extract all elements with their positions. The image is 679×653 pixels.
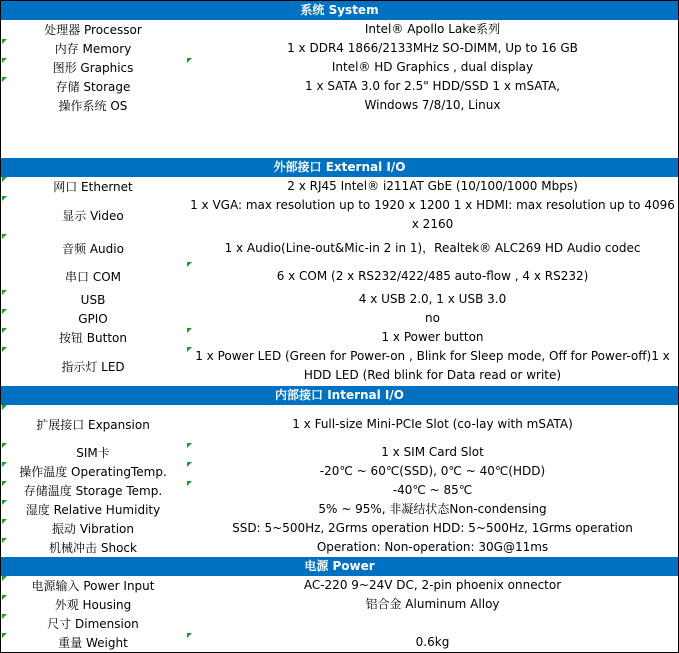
- spec-value: Windows 7/8/10, Linux: [364, 98, 501, 112]
- spec-value: 铝合金 Aluminum Alloy: [365, 597, 500, 611]
- spec-label: 机械冲击 Shock: [49, 541, 137, 555]
- spec-value: 1 x Full-size Mini-PCIe Slot (co-lay with mSATA): [292, 416, 573, 431]
- spec-value: Intel® Apollo Lake系列: [364, 22, 501, 36]
- spec-row-graphics: [1, 58, 678, 77]
- spec-value: 1 x DDR4 1866/2133MHz SO-DIMM, Up to 16 GB: [287, 41, 578, 55]
- spec-row-expansion: [1, 405, 678, 443]
- spec-value: 2 x RJ45 Intel® i211AT GbE (10/100/1000 Mbps): [287, 179, 578, 193]
- spec-row-storage: [1, 77, 678, 96]
- spec-label: 音频 Audio: [62, 241, 124, 256]
- section-header-system: 系统 System: [1, 1, 678, 20]
- spec-value: 4 x USB 2.0, 1 x USB 3.0: [358, 292, 507, 306]
- spec-label: 按钮 Button: [58, 331, 127, 345]
- spec-value: 1 x Power LED (Green for Power-on , Blink for Sleep mode, Off for Power-off)1 x HDD LED (Red blink for Data read or write): [195, 349, 670, 382]
- spec-label: 内存 Memory: [54, 42, 132, 56]
- spec-label: 操作温度 OperatingTemp.: [19, 465, 167, 479]
- section-header-power: 电源 Power: [1, 557, 678, 576]
- spec-value: 6 x COM (2 x RS232/422/485 auto-flow , 4 x RS232): [276, 268, 589, 283]
- spec-label: 网口 Ethernet: [53, 180, 133, 194]
- spec-row-audio: [1, 234, 678, 262]
- spec-label: 湿度 Relative Humidity: [25, 503, 161, 517]
- spec-row-memory: [1, 39, 678, 58]
- spec-value: -40℃ ~ 85℃: [392, 483, 473, 497]
- spec-row-power-input: [1, 576, 678, 595]
- spec-value: 5% ~ 95%, 非凝结状态Non-condensing: [318, 502, 547, 516]
- spec-value: SSD: 5~500Hz, 2Grms operation HDD: 5~500Hz, 1Grms operation: [232, 521, 633, 535]
- spec-label: 重量 Weight: [58, 636, 128, 650]
- spec-row-button: [1, 328, 678, 347]
- spec-row-usb: [1, 290, 678, 309]
- spec-value: 1 x SIM Card Slot: [381, 445, 484, 459]
- spec-row-led: [1, 347, 678, 385]
- spec-label: 指示灯 LED: [61, 359, 125, 374]
- spec-value: Intel® HD Graphics , dual display: [331, 60, 534, 74]
- spec-value: -20℃ ~ 60℃(SSD), 0℃ ~ 40℃(HDD): [319, 464, 546, 478]
- spec-label: SIM卡: [76, 446, 110, 460]
- spec-value: 0.6kg: [415, 635, 450, 649]
- spec-label: 电源输入 Power Input: [31, 579, 155, 593]
- spec-row-processor: [1, 20, 678, 39]
- spec-row-humidity: [1, 500, 678, 519]
- spec-label: 存储 Storage: [55, 80, 131, 94]
- spec-row-com: [1, 262, 678, 290]
- spec-label: 串口 COM: [65, 269, 121, 284]
- spec-value: 1 x Power button: [381, 330, 484, 344]
- spec-label: 尺寸 Dimension: [47, 617, 139, 631]
- spec-value: 1 x Audio(Line-out&Mic-in 2 in 1)，Realtek® ALC269 HD Audio codec: [224, 240, 641, 255]
- spec-row-shock: [1, 538, 678, 557]
- spec-row-sim: [1, 443, 678, 462]
- spec-row-video: [1, 196, 678, 234]
- spec-row-operating-temp: [1, 462, 678, 481]
- spec-row-housing: [1, 595, 678, 614]
- spec-label: 操作系统 OS: [58, 99, 128, 113]
- spec-label: 处理器 Processor: [44, 23, 142, 37]
- spec-row-gpio: [1, 309, 678, 328]
- spec-label: USB: [80, 292, 106, 307]
- spec-value: Operation: Non-operation: 30G@11ms: [316, 540, 549, 554]
- spec-label: 显示 Video: [62, 208, 124, 223]
- section-header-internal-io: 内部接口 Internal I/O: [1, 386, 678, 405]
- spec-value: 1 x VGA: max resolution up to 1920 x 1200 1 x HDMI: max resolution up to 4096 x 2160: [190, 198, 675, 231]
- spec-row-dimension: [1, 614, 678, 633]
- spec-label: 扩展接口 Expansion: [36, 417, 150, 432]
- spec-label: 存储温度 Storage Temp.: [23, 484, 163, 498]
- spec-value: [187, 614, 678, 633]
- spec-value: no: [425, 311, 440, 325]
- spec-row-weight: [1, 633, 678, 652]
- section-header-external-io: 外部接口 External I/O: [1, 158, 678, 177]
- spec-label: 外观 Housing: [54, 598, 132, 612]
- spec-row-storage-temp: [1, 481, 678, 500]
- spec-label: 振动 Vibration: [52, 522, 134, 536]
- spec-label: 图形 Graphics: [52, 61, 134, 75]
- spec-value: 1 x SATA 3.0 for 2.5" HDD/SSD 1 x mSATA,: [305, 79, 560, 93]
- spec-row-vibration: [1, 519, 678, 538]
- spec-label: GPIO: [78, 311, 108, 326]
- spec-value: AC-220 9~24V DC, 2-pin phoenix onnector: [303, 578, 562, 592]
- spec-row-os: [1, 96, 678, 115]
- spec-row-ethernet: [1, 177, 678, 196]
